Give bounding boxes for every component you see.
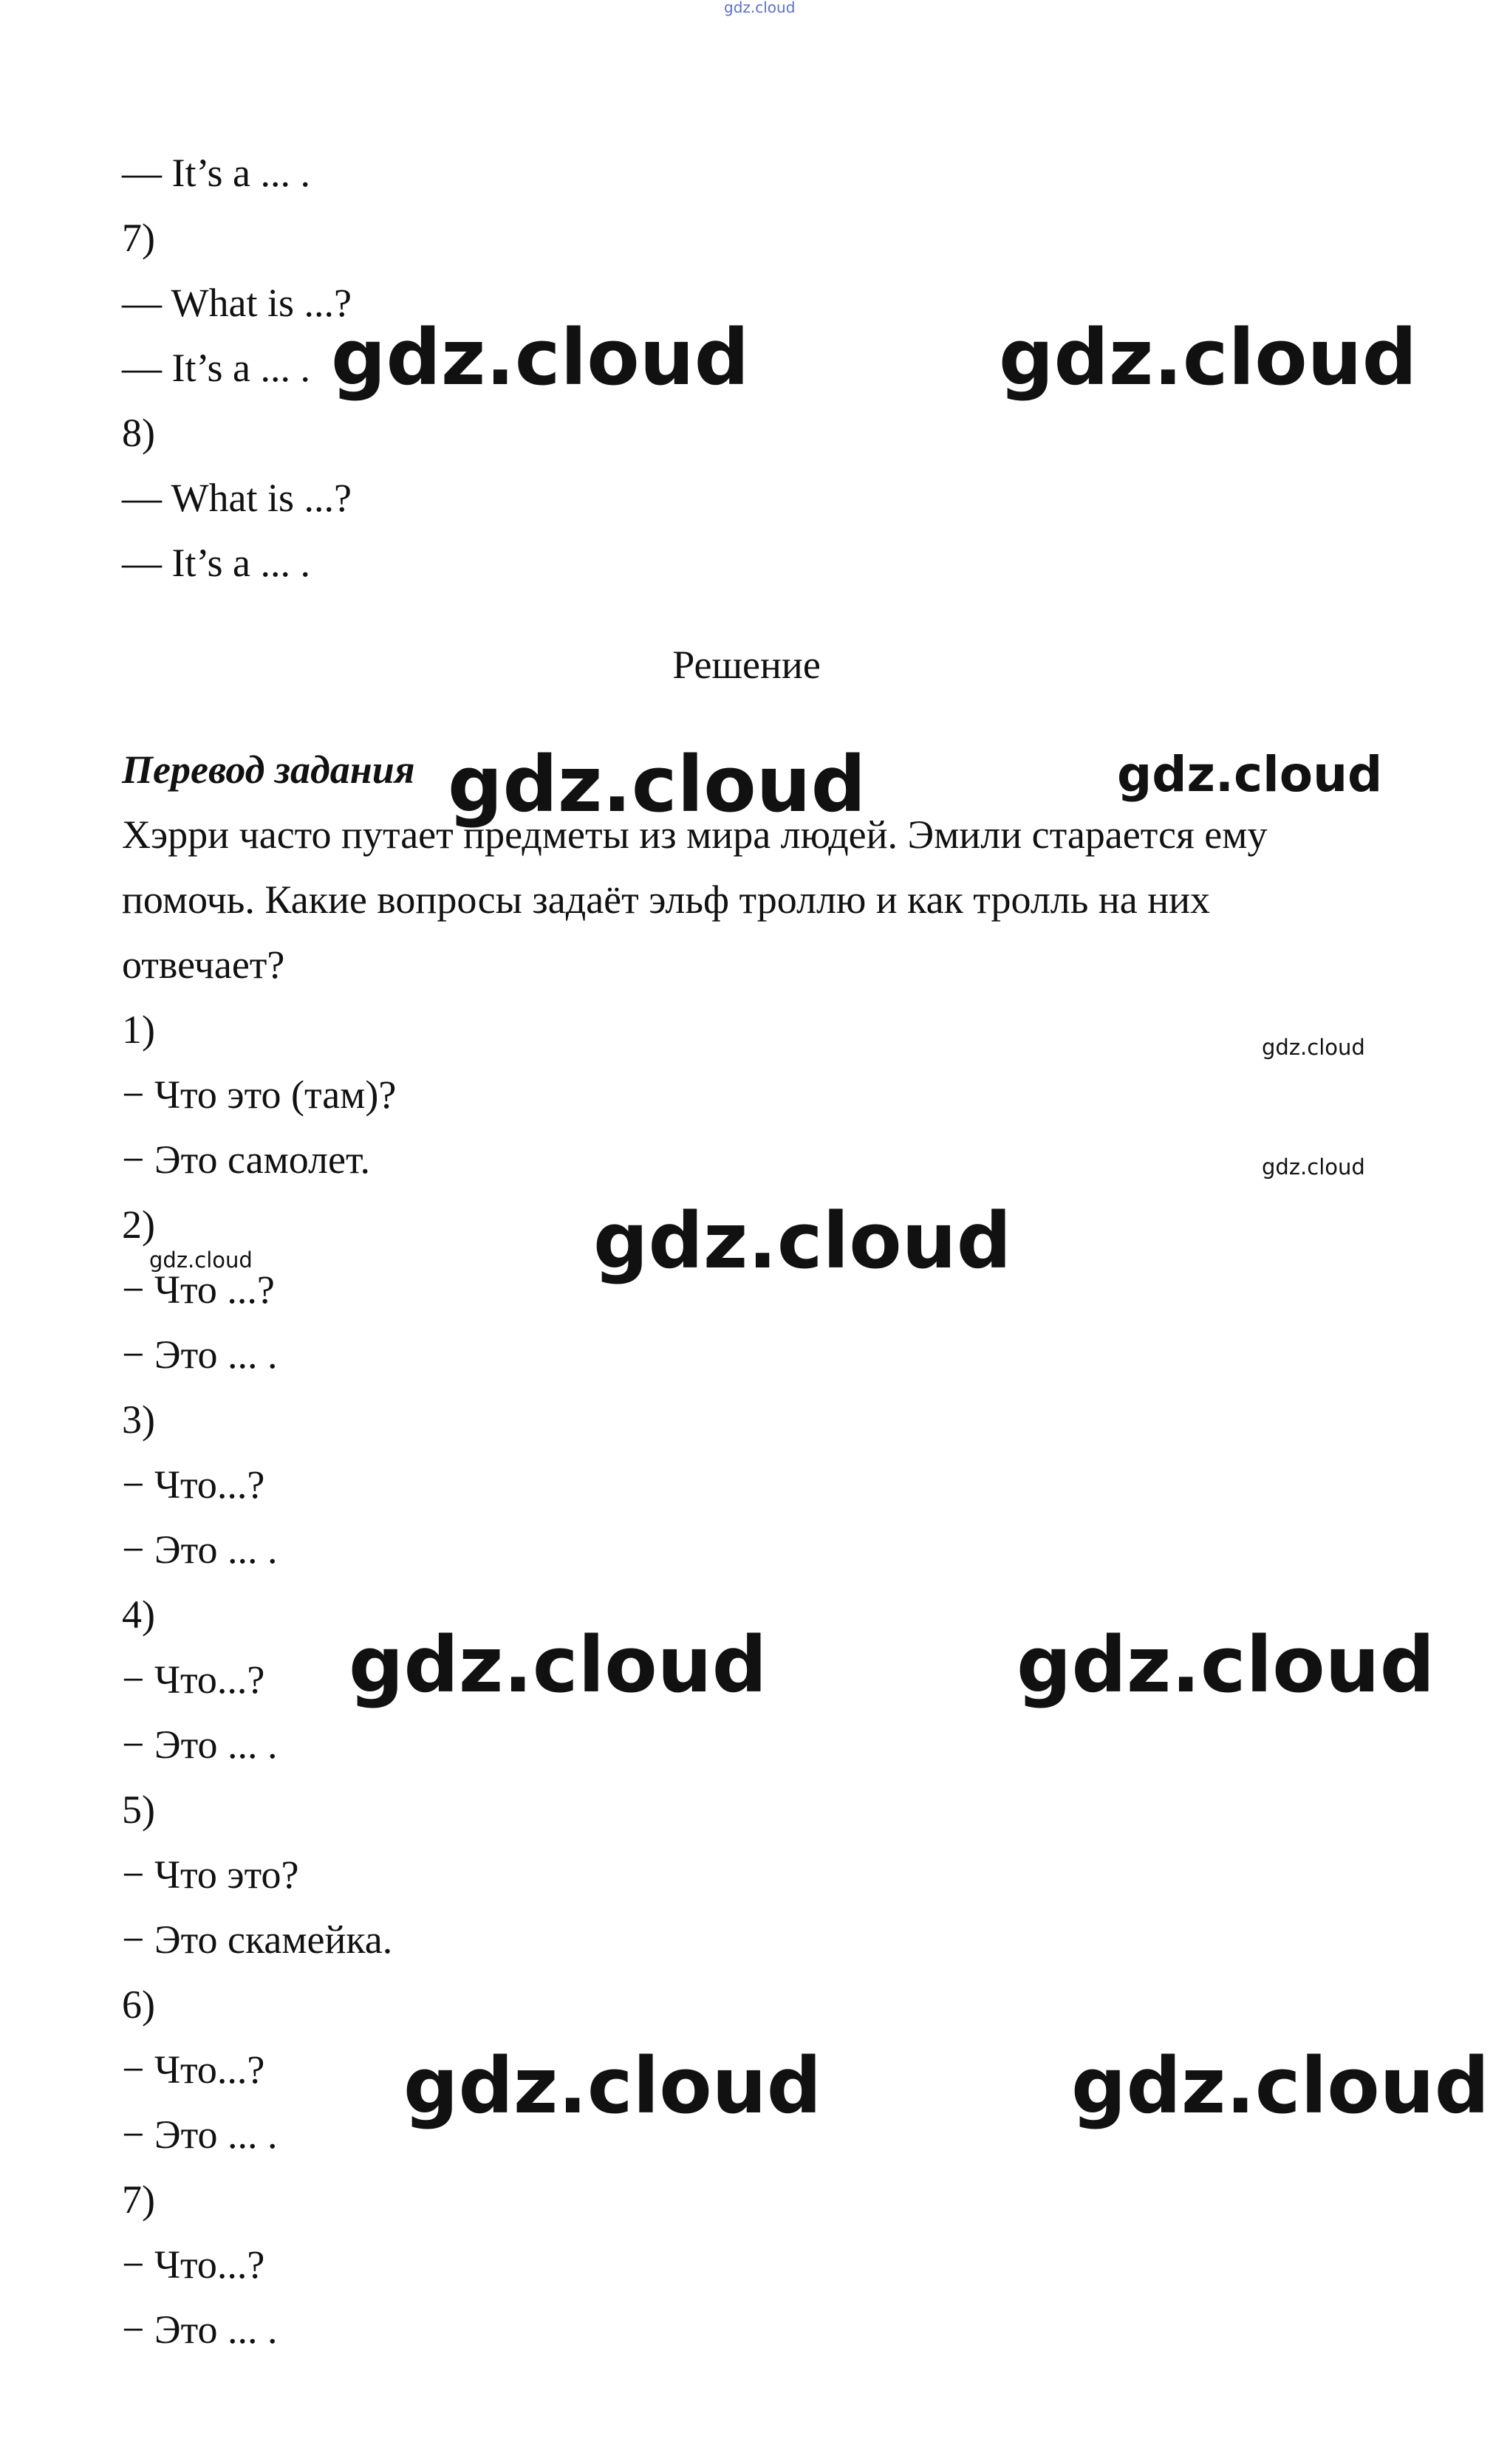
list-item: − Это ... .	[122, 1332, 278, 1377]
list-item: − Это ... .	[122, 1527, 278, 1572]
list-item: − Это скамейка.	[122, 1917, 393, 1962]
list-item: − Что...?	[122, 2047, 265, 2092]
watermark: gdz.cloud	[1117, 746, 1383, 803]
list-item: − Что это (там)?	[122, 1072, 397, 1117]
watermark: gdz.cloud	[448, 739, 867, 829]
english-line-5: 8)	[122, 411, 155, 455]
solution-heading: Решение	[672, 643, 821, 687]
watermark: gdz.cloud	[1071, 2041, 1490, 2131]
english-line-6: — What is ...?	[122, 476, 352, 520]
list-item: 5)	[122, 1787, 155, 1832]
list-item: 6)	[122, 1982, 155, 2027]
watermark: gdz.cloud	[999, 312, 1418, 403]
list-item: − Это ... .	[122, 2307, 278, 2352]
list-item: − Что...?	[122, 2242, 265, 2287]
watermark: gdz.cloud	[1017, 1620, 1435, 1710]
list-item: 7)	[122, 2177, 155, 2222]
list-item: − Что...?	[122, 1657, 265, 1702]
watermark: gdz.cloud	[593, 1196, 1012, 1286]
list-item: − Что ...?	[122, 1267, 275, 1312]
list-item: − Что это?	[122, 1852, 299, 1897]
english-line-4: — It’s a ... .	[122, 346, 310, 390]
translation-text-line-1: Хэрри часто путает предметы из мира людей. Эмили старается ему	[122, 812, 1268, 857]
translation-text-line-3: отвечает?	[122, 942, 285, 987]
watermark: gdz.cloud	[331, 312, 750, 403]
english-line-7: — It’s a ... .	[122, 541, 310, 585]
watermark: gdz.cloud	[1262, 1035, 1365, 1060]
translation-heading: Перевод задания	[122, 747, 415, 792]
translation-text-line-2: помочь. Какие вопросы задаёт эльф троллю и как тролль на них	[122, 877, 1211, 922]
list-item: 3)	[122, 1397, 155, 1442]
list-item: − Что...?	[122, 1462, 265, 1507]
list-item: 1)	[122, 1007, 155, 1052]
watermark: gdz.cloud	[349, 1620, 768, 1710]
watermark: gdz.cloud	[1262, 1154, 1365, 1180]
list-item: 4)	[122, 1592, 155, 1637]
list-item: − Это ... .	[122, 2112, 278, 2157]
watermark: gdz.cloud	[149, 1248, 253, 1273]
list-item: − Это самолет.	[122, 1137, 370, 1182]
watermark: gdz.cloud	[403, 2041, 822, 2131]
watermark-top: gdz.cloud	[724, 0, 796, 16]
english-line-1: — It’s a ... .	[122, 151, 310, 195]
list-item: 2)	[122, 1202, 155, 1247]
english-line-2: 7)	[122, 216, 155, 260]
english-line-3: — What is ...?	[122, 281, 352, 325]
list-item: − Это ... .	[122, 1722, 278, 1767]
